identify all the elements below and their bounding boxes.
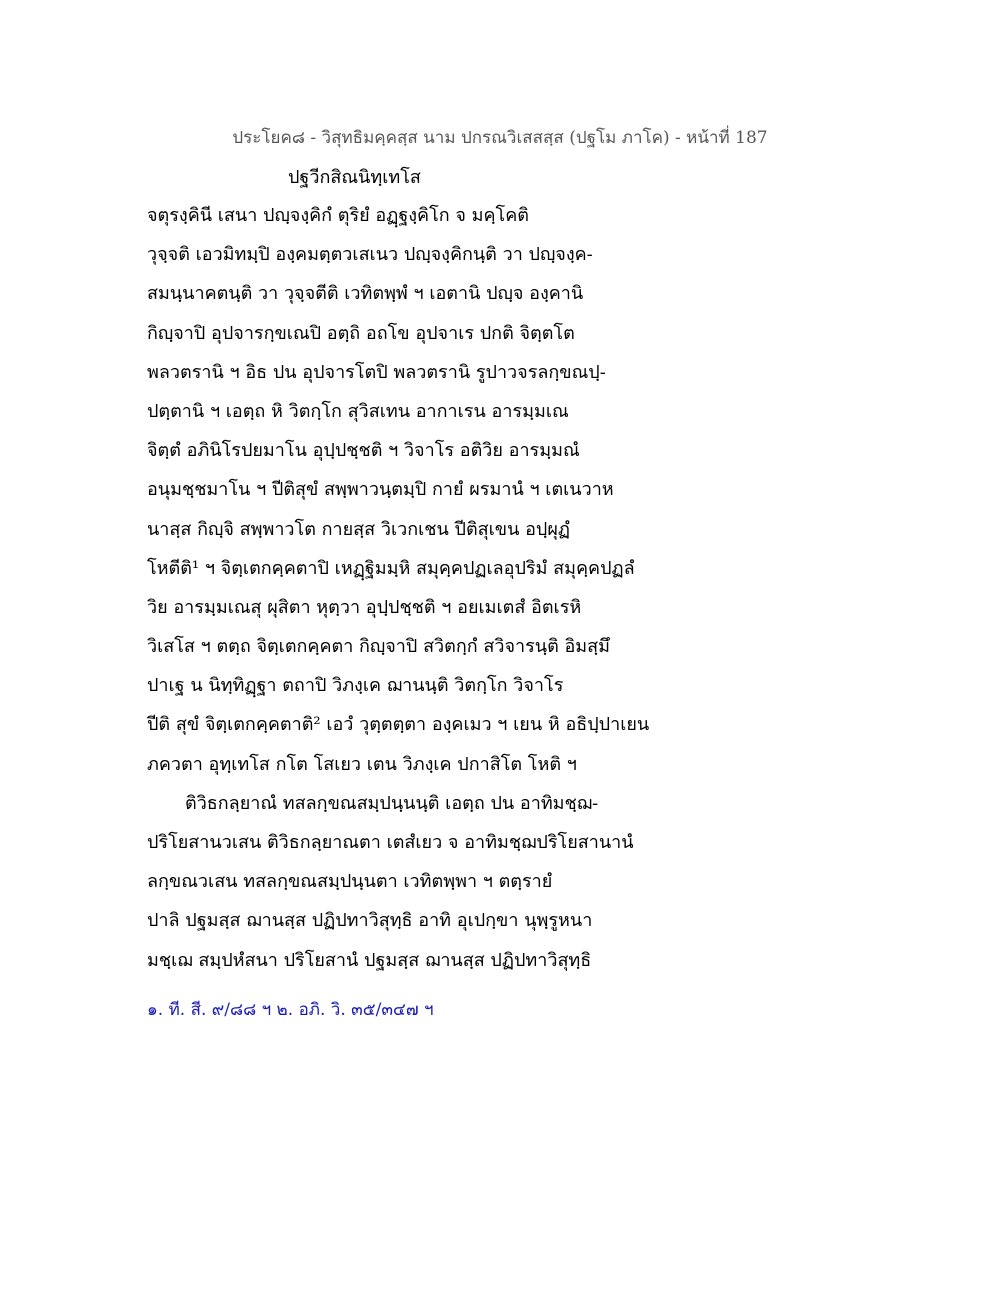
text-line: โหตีติ¹ ฯ จิตฺเตกคฺคตาปิ เหฏฺฐิมมฺหิ สมุคฺคปฏเลอุปริมํ สมุคฺคปฏลํ xyxy=(147,557,635,579)
text-line: ปีติ สุขํ จิตฺเตกคฺคตาติ² เอวํ วุตฺตตฺตา องฺคเมว ฯ เยน หิ อธิปฺปาเยน xyxy=(147,714,650,736)
text-line: วุจฺจติ เอวมิทมฺปิ องฺคมตฺตวเสเนว ปญฺจงฺคิกนฺติ วา ปญฺจงฺค- xyxy=(147,244,593,266)
section-title: ปฐวีกสิณนิทฺเทโส xyxy=(288,167,421,188)
text-line: พลวตรานิ ฯ อิธ ปน อุปจารโตปิ พลวตรานิ รูปาวจรลกฺขณปฺ- xyxy=(147,361,606,383)
text-line: อนุมชฺชมาโน ฯ ปีติสุขํ สพฺพาวนฺตมฺปิ กายํ ผรมานํ ฯ เตเนวาห xyxy=(147,479,614,501)
text-line: ภควตา อุทฺเทโส กโต โสเยว เตน วิภงฺเค ปกาสิโต โหติ ฯ xyxy=(147,753,577,775)
paragraph-start-line: ติวิธกลฺยาณํ ทสลกฺขณสมฺปนฺนนฺติ เอตฺถ ปน อาทิมชฺฌ- xyxy=(185,792,599,814)
text-line: วิเสโส ฯ ตตฺถ จิตฺเตกคฺคตา กิญฺจาปิ สวิตกฺกํ สวิจารนฺติ อิมสฺมึ xyxy=(147,636,611,658)
text-line: ปาเฐ น นิทฺทิฏฺฐา ตถาปิ วิภงฺเค ฌานนฺติ วิตกฺโก วิจาโร xyxy=(147,675,564,697)
text-line: จตุรงฺคินี เสนา ปญฺจงฺคิกํ ตุริยํ อฏฺฐงฺคิโก จ มคฺโคติ xyxy=(147,205,529,226)
text-line: ปตฺตานิ ฯ เอตฺถ หิ วิตกฺโก สุวิสเทน อากาเรน อารมฺมเณ xyxy=(147,400,569,422)
text-line: วิย อารมฺมเณสุ ผุสิตา หุตฺวา อุปฺปชฺชติ ฯ อยเมเตสํ อิตเรหิ xyxy=(147,596,582,618)
text-line: สมนฺนาคตนฺติ วา วุจฺจตีติ เวทิตพฺพํ ฯ เอตานิ ปญฺจ องฺคานิ xyxy=(147,283,584,305)
body-text xyxy=(147,200,867,984)
footnote: ๑. ที. สี. ๙/๘๘ ฯ ๒. อภิ. วิ. ๓๕/๓๔๗ ฯ xyxy=(147,1000,434,1020)
text-line: ปริโยสานวเสน ติวิธกลฺยาณตา เตสํเยว จ อาทิมชฺฌปริโยสานานํ xyxy=(147,832,634,853)
text-line: มชฺเฌ สมฺปหํสนา ปริโยสานํ ปฐมสฺส ฌานสฺส ปฏิปทาวิสุทฺธิ xyxy=(147,949,592,971)
text-line: ปาลิ ปฐมสฺส ฌานสฺส ปฏิปทาวิสุทฺธิ อาทิ อุเปกฺขา นุพฺรูหนา xyxy=(147,910,593,932)
page-header: ประโยค๘ - วิสุทธิมคฺคสฺส นาม ปกรณวิเสสสฺส (ปฐโม ภาโค) - หน้าที่ 187 xyxy=(232,128,768,148)
text-line: ลกฺขณวเสน ทสลกฺขณสมฺปนฺนตา เวทิตพฺพา ฯ ตตฺรายํ xyxy=(147,871,553,893)
text-line: กิญฺจาปิ อุปจารกฺขเณปิ อตฺถิ อถโข อุปจาเร ปกติ จิตฺตโต xyxy=(147,322,575,344)
text-line: นาสฺส กิญฺจิ สพฺพาวโต กายสฺส วิเวกเชน ปีติสุเขน อปฺผุฏํ xyxy=(147,518,570,540)
text-line: จิตฺตํ อภินิโรปยมาโน อุปฺปชฺชติ ฯ วิจาโร อติวิย อารมฺมณํ xyxy=(147,440,580,462)
